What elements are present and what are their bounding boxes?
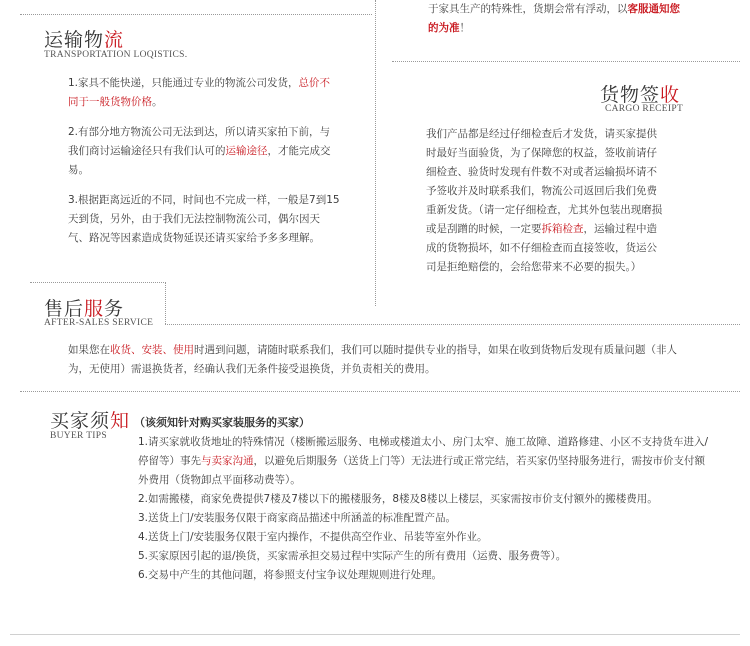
aftersales-title-accent: 服 xyxy=(84,298,105,320)
transport-title-main: 运输物 xyxy=(44,29,105,51)
aftersales-highlight: 收货、安装、使用 xyxy=(110,344,194,356)
cargo-text-end: ，运输过程中造成的货物损坏，如不仔细检查而直接签收，货运公司是拒绝赔偿的，会给您带来不必要的损失。） xyxy=(426,223,657,273)
bottom-divider xyxy=(10,634,740,635)
transport-body xyxy=(68,74,340,248)
price-note-end: ！ xyxy=(459,22,470,34)
buyer-tip-1-end: ，以避免后期服务（送货上门等）无法进行或正常完结，若买家仍坚持服务进行，需按市价支付额外费用（货物卸点平面移动费等）。 xyxy=(138,455,705,486)
aftersales-title-main: 售后 xyxy=(44,298,85,320)
transport-subtitle: TRANSPORTATION LOQISTICS. xyxy=(44,50,188,60)
transport-title-accent: 流 xyxy=(104,29,125,51)
divider-aftersales-vertical xyxy=(165,282,166,324)
cargo-body xyxy=(426,125,664,277)
aftersales-title-end: 务 xyxy=(104,298,125,320)
price-note-text: 于家具生产的特殊性，货期会常有浮动，以 xyxy=(428,3,628,15)
aftersales-subtitle: AFTER-SALES SERVICE xyxy=(44,318,154,328)
transport-item-2-text: 2.有部分地方物流公司无法到达，所以请买家拍下前，与我们商讨运输途径只有我们认可的 xyxy=(68,126,331,157)
aftersales-text: 如果您在 xyxy=(68,344,110,356)
divider-top-left xyxy=(20,14,372,15)
divider-right-mid xyxy=(392,61,740,62)
aftersales-body xyxy=(68,341,688,379)
cargo-title xyxy=(600,80,680,107)
buyer-tip-1 xyxy=(138,433,714,490)
buyer-tip-3: 3.送货上门/安装服务仅限于商家商品描述中所涵盖的标准配置产品。 xyxy=(138,512,457,524)
buyer-tip-4: 4.送货上门/安装服务仅限于室内操作，不提供高空作业、吊装等室外作业。 xyxy=(138,531,488,543)
cargo-title-main: 货物签 xyxy=(600,84,661,106)
divider-buyer-top xyxy=(20,391,740,392)
buyer-heading: （该须知针对购买家装服务的买家） xyxy=(134,416,310,429)
buyer-tip-5: 5.买家原因引起的退/换货，买家需承担交易过程中实际产生的所有费用（运费、服务费等）。 xyxy=(138,550,567,562)
buyer-subtitle: BUYER TIPS xyxy=(50,431,107,441)
transport-item-1-end: 。 xyxy=(152,96,163,108)
aftersales-title xyxy=(44,294,124,321)
aftersales-text-end: 时遇到问题，请随时联系我们，我们可以随时提供专业的指导，如果在收到货物后发现有质量问题（非人为，无使用）需退换货者，经确认我们无条件接受退换货，并负责相关的费用。 xyxy=(68,344,677,375)
cargo-highlight: 拆箱检查 xyxy=(541,223,584,235)
buyer-tip-6: 6.交易中产生的其他问题，将参照支付宝争议处理规则进行处理。 xyxy=(138,569,443,581)
divider-aftersales-right xyxy=(165,324,740,325)
transport-item-2-highlight: 运输途径 xyxy=(225,145,268,157)
price-note-highlight: 客服通知您的为准 xyxy=(428,3,680,34)
buyer-title-main: 买家须 xyxy=(50,410,111,432)
transport-item-3: 3.根据距离远近的不同，时间也不完成一样，一般是7到15天到货，另外，由于我们无法控制物流公司，偶尔因天气、路况等因素造成货物延误还请买家给予多多理解。 xyxy=(68,194,340,244)
transport-title xyxy=(44,25,124,52)
divider-left-lower xyxy=(30,282,166,283)
transport-item-1 xyxy=(68,74,340,112)
buyer-title-accent: 知 xyxy=(110,410,131,432)
cargo-title-accent: 收 xyxy=(660,84,681,106)
buyer-tip-2: 2.如需搬楼，商家免费提供7楼及7楼以下的搬楼服务，8楼及8楼以上楼层，买家需按市价支付额外的搬楼费用。 xyxy=(138,493,658,505)
transport-item-1-text: 1.家具不能快递，只能通过专业的物流公司发货， xyxy=(68,77,299,89)
cargo-text: 我们产品都是经过仔细检查后才发货，请买家提供时最好当面验货，为了保障您的权益，签收前请仔细检查、验货时发现有件数不对或者运输损坏请不予签收并及时联系我们，物流公司返回后我们免费重新发货。（请一定仔细检查，尤其外包装出现磨损或是刮蹭的时候，一定要 xyxy=(426,128,663,235)
buyer-tips-list xyxy=(138,433,714,585)
divider-vertical-center xyxy=(375,0,376,306)
buyer-tip-1-highlight: 与卖家沟通 xyxy=(201,455,254,467)
buyer-title xyxy=(50,406,130,433)
transport-item-2-end: ，才能完成交易。 xyxy=(68,145,331,176)
buyer-tip-1-text: 1.请买家就收货地址的特殊情况（楼断搬运服务、电梯或楼道太小、房门太窄、施工故障、道路修建、小区不支持货车进入/停留等）事先 xyxy=(138,436,709,467)
price-note xyxy=(428,0,682,38)
transport-item-1-highlight: 总价不同于一般货物价格 xyxy=(68,77,331,108)
cargo-subtitle: CARGO RECEIPT xyxy=(605,104,684,114)
transport-item-2 xyxy=(68,123,340,180)
